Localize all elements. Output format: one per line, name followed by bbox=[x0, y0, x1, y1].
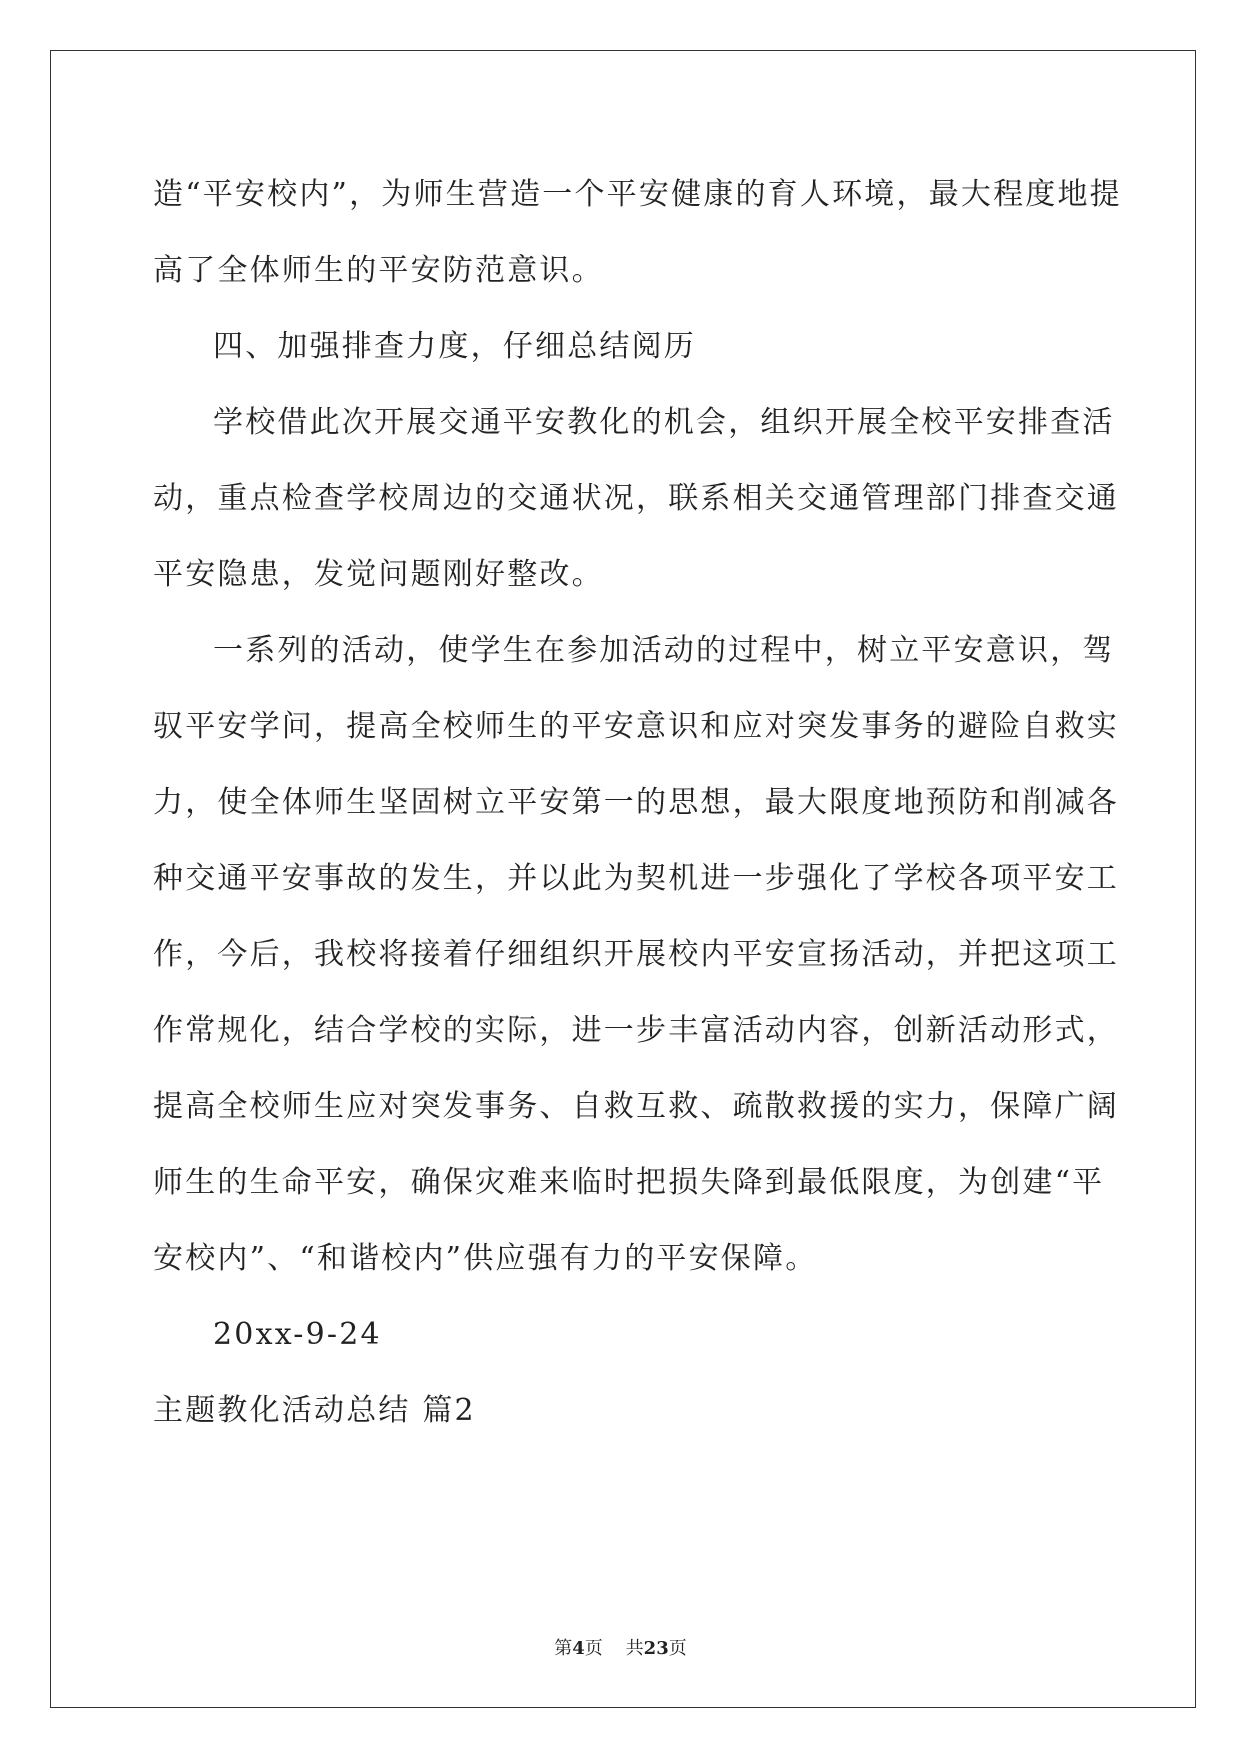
section-subheading: 四、加强排查力度，仔细总结阅历 bbox=[213, 329, 696, 364]
footer-prefix: 第 bbox=[554, 1638, 573, 1659]
document-body bbox=[153, 157, 1122, 1449]
document-date: 20xx-9-24 bbox=[213, 1317, 382, 1352]
paragraph-line: 平安隐患，发觉问题刚好整改。 bbox=[153, 557, 604, 592]
footer-suffix: 页 bbox=[668, 1638, 687, 1659]
paragraph-line: 力，使全体师生坚固树立平安第一的思想，最大限度地预防和削减各 bbox=[153, 785, 1119, 820]
footer-middle: 页 共 bbox=[584, 1638, 644, 1659]
current-page-number: 4 bbox=[572, 1638, 585, 1659]
paragraph-line: 高了全体师生的平安防范意识。 bbox=[153, 253, 604, 288]
total-page-count: 23 bbox=[643, 1638, 669, 1659]
paragraph-line: 学校借此次开展交通平安教化的机会，组织开展全校平安排查活 bbox=[213, 405, 1115, 440]
paragraph-line: 作常规化，结合学校的实际，进一步丰富活动内容，创新活动形式， bbox=[153, 1013, 1119, 1048]
paragraph-line: 造“平安校内”，为师生营造一个平安健康的育人环境，最大程度地提 bbox=[153, 177, 1122, 212]
paragraph-line: 动，重点检查学校周边的交通状况，联系相关交通管理部门排查交通 bbox=[153, 481, 1119, 516]
page-footer bbox=[0, 1634, 1241, 1660]
paragraph-line: 驭平安学问，提高全校师生的平安意识和应对突发事务的避险自救实 bbox=[153, 709, 1119, 744]
paragraph-line: 种交通平安事故的发生，并以此为契机进一步强化了学校各项平安工 bbox=[153, 861, 1119, 896]
section-heading: 主题教化活动总结 篇2 bbox=[153, 1393, 476, 1428]
paragraph-line: 提高全校师生应对突发事务、自救互救、疏散救援的实力，保障广阔 bbox=[153, 1089, 1119, 1124]
paragraph-line: 作，今后，我校将接着仔细组织开展校内平安宣扬活动，并把这项工 bbox=[153, 937, 1119, 972]
paragraph-line: 一系列的活动，使学生在参加活动的过程中，树立平安意识，驾 bbox=[213, 633, 1115, 668]
paragraph-line: 师生的生命平安，确保灾难来临时把损失降到最低限度，为创建“平 bbox=[153, 1165, 1105, 1200]
paragraph-line: 安校内”、“和谐校内”供应强有力的平安保障。 bbox=[153, 1241, 818, 1276]
